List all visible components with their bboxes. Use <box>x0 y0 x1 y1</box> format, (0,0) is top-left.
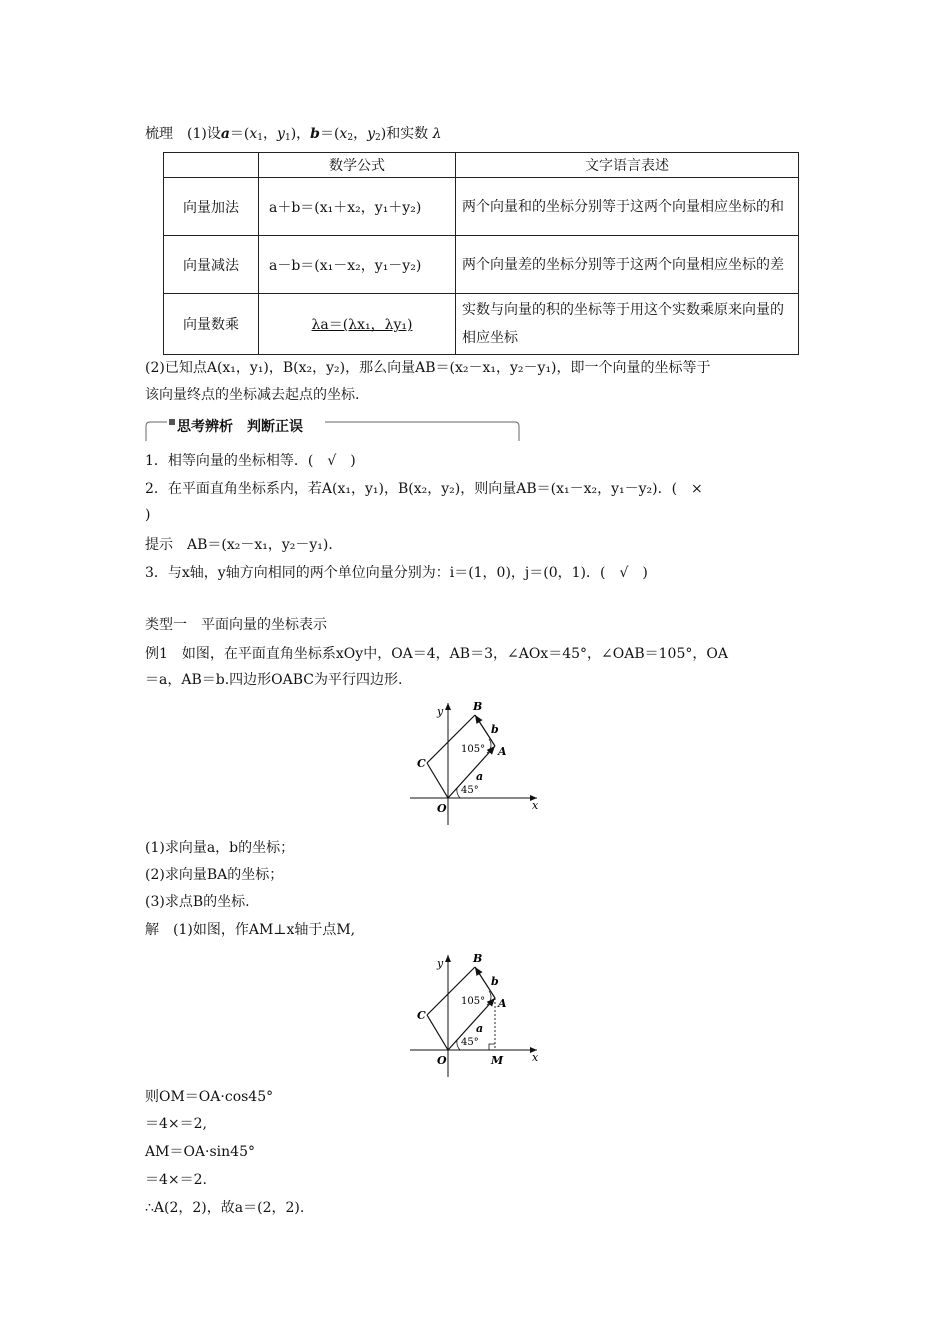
result-line-3: AM＝OA·sin45° <box>145 1144 255 1160</box>
example-1-line1: 例1 如图，在平面直角坐标系xOy中，OA＝4，AB＝3，∠AOx＝45°，∠OAB＝105°，OA <box>145 646 728 662</box>
point-C-label: C <box>417 1009 426 1022</box>
figure-parallelogram-2 <box>405 947 550 1082</box>
point-O-label: O <box>437 802 447 815</box>
x-axis-label: x <box>532 799 539 812</box>
type-heading: 类型一 平面向量的坐标表示 <box>145 617 327 633</box>
section-title: 思考辨析 判断正误 <box>177 419 303 435</box>
point-A-label: A <box>498 745 507 758</box>
table-header-formula: 数学公式 <box>259 153 456 178</box>
point-A-label: A <box>498 997 507 1010</box>
question-2-line2: ) <box>145 507 151 523</box>
question-3: 3．与x轴，y轴方向相同的两个单位向量分别为：i＝(1，0)，j＝(0，1)．( √ ) <box>145 565 648 581</box>
angle-105-label: 105° <box>461 996 486 1007</box>
vector-a-label: a <box>476 770 484 783</box>
x-axis-label: x <box>532 1051 539 1064</box>
vector-b-label: b <box>491 975 499 988</box>
table-header-description: 文字语言表述 <box>456 153 799 178</box>
row-formula: a－b＝(x₁－x₂，y₁－y₂) <box>259 236 456 294</box>
result-line-1: 则OM＝OA·cos45° <box>145 1089 274 1105</box>
row-description: 实数与向量的积的坐标等于用这个实数乘原来向量的相应坐标 <box>456 294 799 355</box>
row-name: 向量减法 <box>164 236 259 294</box>
point-M-label: M <box>491 1054 504 1067</box>
row-name: 向量数乘 <box>164 294 259 355</box>
table-header-empty <box>164 153 259 178</box>
question-1: 1．相等向量的坐标相等．( √ ) <box>145 453 356 469</box>
result-line-2: ＝4×＝2, <box>145 1116 207 1132</box>
point-C-label: C <box>417 757 426 770</box>
point-B-label: B <box>473 952 483 965</box>
row-description: 两个向量差的坐标分别等于这两个向量相应坐标的差 <box>456 236 799 294</box>
hint: 提示 AB＝(x₂－x₁，y₂－y₁)． <box>145 537 343 553</box>
question-2-line1: 2．在平面直角坐标系内，若A(x₁，y₁)，B(x₂，y₂)，则向量AB＝(x₁－x₂，y₁－y₂)．( × <box>145 481 703 497</box>
angle-45-label: 45° <box>461 1037 479 1048</box>
point-B-label: B <box>473 700 483 713</box>
table-row <box>164 294 799 355</box>
y-axis-label: y <box>437 705 444 718</box>
y-axis-label: y <box>437 957 444 970</box>
sub-question-1: (1)求向量a，b的坐标； <box>145 840 295 856</box>
table-row <box>164 236 799 294</box>
table-row <box>164 178 799 236</box>
figure-parallelogram-1 <box>405 695 550 830</box>
review-intro-line: 梳理 (1)设$a=(x_1$，$y_1$)，$b=(x_2$，$y_2$)和实数 λ <box>145 126 442 143</box>
angle-105-label: 105° <box>461 744 486 755</box>
solution-intro: 解 (1)如图，作AM⊥x轴于点M, <box>145 922 356 938</box>
angle-45-label: 45° <box>461 785 479 796</box>
row-formula: a＋b＝(x₁＋x₂，y₁＋y₂) <box>259 178 456 236</box>
paragraph-2-line2: 该向量终点的坐标减去起点的坐标. <box>145 387 360 403</box>
row-name: 向量加法 <box>164 178 259 236</box>
result-line-4: ＝4×＝2. <box>145 1172 207 1188</box>
row-description: 两个向量和的坐标分别等于这两个向量相应坐标的和 <box>456 178 799 236</box>
sub-question-2: (2)求向量BA的坐标； <box>145 867 284 883</box>
point-O-label: O <box>437 1054 447 1067</box>
example-1-line2: ＝a，AB＝b.四边形OABC为平行四边形. <box>145 672 403 688</box>
vector-operations-table <box>163 152 799 355</box>
vector-b-label: b <box>491 723 499 736</box>
sub-question-3: (3)求点B的坐标. <box>145 894 250 910</box>
result-line-5: ∴A(2，2)，故a＝(2，2). <box>145 1200 305 1216</box>
paragraph-2-line1: (2)已知点A(x₁，y₁)，B(x₂，y₂)，那么向量AB＝(x₂－x₁，y₂－y₁)，即一个向量的坐标等于 <box>145 360 711 376</box>
vector-a-label: a <box>476 1022 484 1035</box>
row-formula: λa＝(λx₁，λy₁) <box>259 294 456 355</box>
